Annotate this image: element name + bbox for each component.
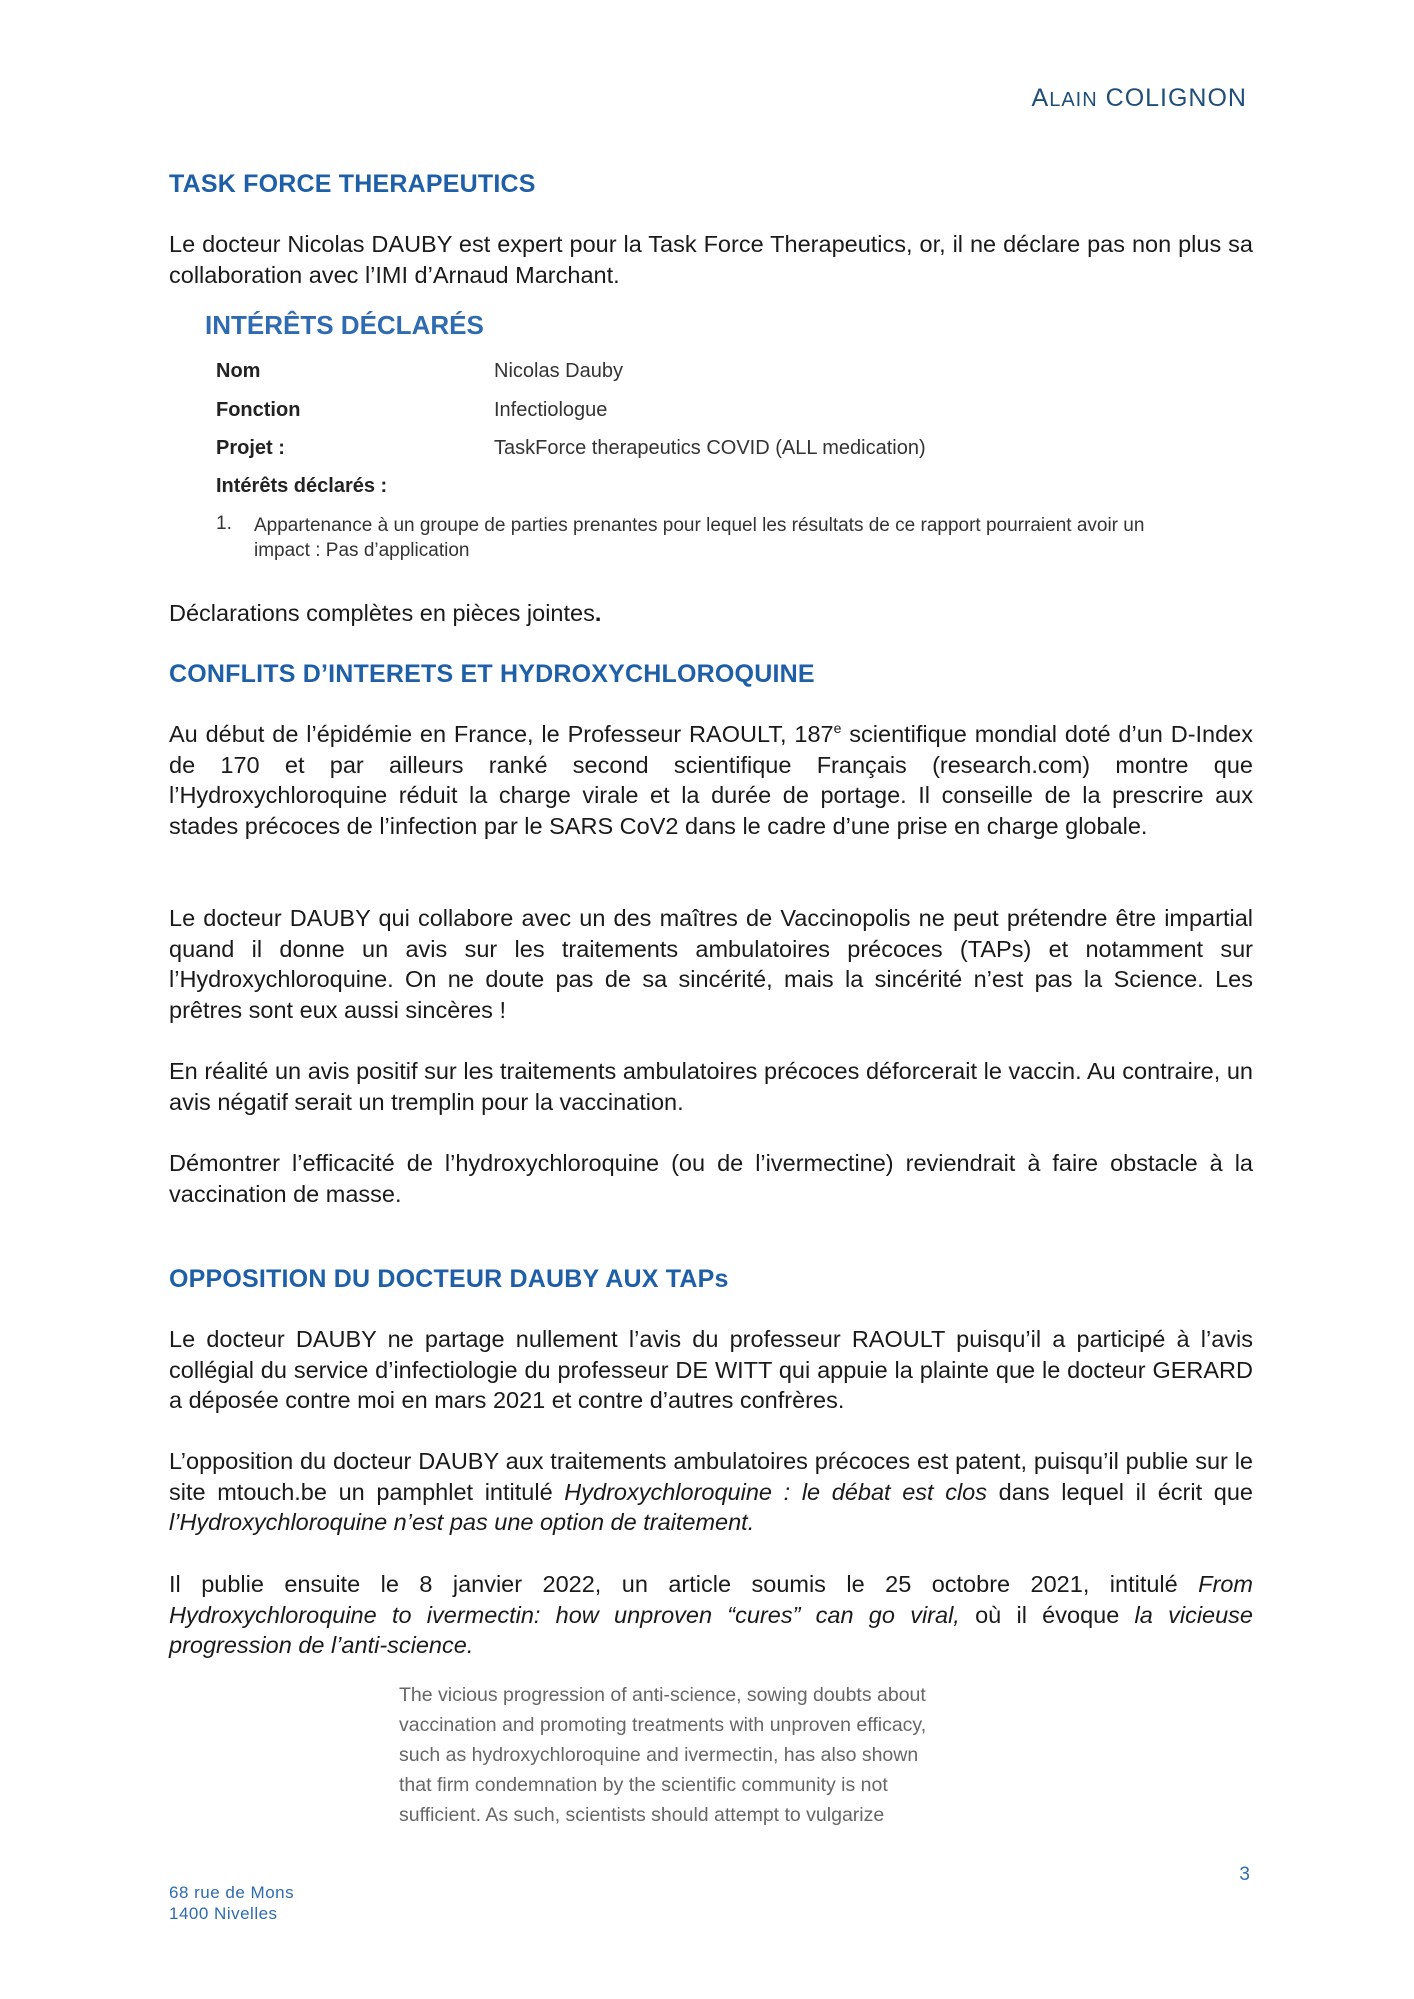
opposition-3-italic-2: la vicieuse progression de l’anti-science.	[169, 1601, 1253, 1658]
declarations-text: Déclarations complètes en pièces jointes	[169, 600, 595, 626]
author-first-rest: LAIN	[1049, 89, 1098, 111]
section-heading-task-force: TASK FORCE THERAPEUTICS	[169, 170, 536, 198]
section-heading-opposition: OPPOSITION DU DOCTEUR DAUBY AUX TAPs	[169, 1265, 729, 1293]
decl-value-function: Infectiologue	[494, 399, 608, 421]
paragraph-dauby-vaccinopolis: Le docteur DAUBY qui collabore avec un des maîtres de Vaccinopolis ne peut prétendre être impartial quand il donne un avis sur les traitements ambulatoires précoces (TAPs) et notamment sur l’Hydroxychloroquine. On ne doute pas de sa sincérité, mais la sincérité n’est pas la Science. Les prêtres sont eux aussi sincères !	[169, 905, 1253, 1023]
paragraph-task-force: Le docteur Nicolas DAUBY est expert pour la Task Force Therapeutics, or, il ne déclare pas non plus sa collaboration avec l’IMI d’Arnaud Marchant.	[169, 231, 1253, 288]
opposition-2-italic-2: l’Hydroxychloroquine n’est pas une option de traitement.	[169, 1509, 755, 1535]
decl-interests-label: Intérêts déclarés :	[216, 475, 388, 497]
opposition-2-text-a: L’opposition du docteur DAUBY aux traitements ambulatoires précoces est patent, puisqu’il publie sur le site mtouch.be un pamphlet intitulé	[169, 1448, 1253, 1505]
declared-interests-figure	[205, 304, 1205, 574]
quote-excerpt	[399, 1680, 999, 1830]
opposition-3-text-b: où il évoque	[959, 1601, 1135, 1628]
paragraph-opposition-2	[169, 1446, 1253, 1538]
declarations-period: .	[594, 600, 602, 626]
decl-value-name: Nicolas Dauby	[494, 360, 623, 382]
paragraph-hydroxychloroquine: Démontrer l’efficacité de l’hydroxychloroquine (ou de l’ivermectine) reviendrait à faire obstacle à la vaccination de masse.	[169, 1150, 1253, 1207]
page-number: 3	[1239, 1864, 1250, 1885]
raoult-text-a: Au début de l’épidémie en France, le Professeur RAOULT, 187	[169, 721, 834, 747]
superscript-e: e	[833, 720, 842, 737]
author-initial: A	[1031, 84, 1050, 112]
opposition-2-text-b: dans lequel il écrit que	[987, 1478, 1253, 1505]
quote-line: sufficient. As such, scientists should attempt to vulgarize	[399, 1804, 885, 1826]
decl-key-project: Projet :	[216, 437, 285, 459]
opposition-2-italic-1: Hydroxychloroquine : le débat est clos	[564, 1478, 988, 1505]
paragraph-declarations	[169, 598, 1253, 629]
paragraph-avis-positif: En réalité un avis positif sur les traitements ambulatoires précoces déforcerait le vaccin. Au contraire, un avis négatif serait un tremplin pour la vaccination.	[169, 1058, 1253, 1115]
quote-line: vaccination and promoting treatments with unproven efficacy,	[399, 1714, 927, 1736]
decl-value-project: TaskForce therapeutics COVID (ALL medication)	[494, 437, 926, 459]
raoult-text-b: scientifique mondial doté d’un D-Index de 170 et par ailleurs ranké second scientifique Français (research.com) montre que l’Hydroxychloroquine réduit la charge virale et la durée de portage. Il conseille de la prescrire aux stades précoces de l’infection par le SARS CoV2 dans le cadre d’une prise en charge globale.	[169, 721, 1254, 839]
decl-item-text: Appartenance à un groupe de parties prenantes pour lequel les résultats de ce rapport pourraient avoir un impact : Pas d’application	[254, 515, 1145, 561]
decl-key-name: Nom	[216, 360, 261, 382]
paragraph-opposition-1: Le docteur DAUBY ne partage nullement l’avis du professeur RAOULT puisqu’il a participé à l’avis collégial du service d’infectiologie du professeur DE WITT qui appuie la plainte que le docteur GERARD a déposée contre moi en mars 2021 et contre d’autres confrères.	[169, 1326, 1253, 1413]
paragraph-opposition-3	[169, 1569, 1253, 1661]
author-last: COLIGNON	[1105, 84, 1247, 112]
address-line-2: 1400 Nivelles	[169, 1904, 278, 1923]
quote-line: such as hydroxychloroquine and ivermectin, has also shown	[399, 1744, 919, 1766]
section-heading-conflicts: CONFLITS D’INTERETS ET HYDROXYCHLOROQUINE	[169, 660, 815, 688]
author-name	[1032, 84, 1247, 113]
declared-interests-title: INTÉRÊTS DÉCLARÉS	[205, 310, 484, 340]
opposition-3-text-a: Il publie ensuite le 8 janvier 2022, un article soumis le 25 octobre 2021, intitulé	[169, 1571, 1199, 1597]
address-line-1: 68 rue de Mons	[169, 1883, 295, 1902]
quote-line: that firm condemnation by the scientific community is not	[399, 1774, 888, 1796]
decl-key-function: Fonction	[216, 399, 301, 421]
opposition-3-italic-1: From Hydroxychloroquine to ivermectin: how unproven “cures” can go viral,	[169, 1571, 1253, 1628]
decl-item-number: 1.	[216, 513, 232, 534]
quote-line: The vicious progression of anti-science, sowing doubts about	[399, 1684, 926, 1706]
paragraph-raoult	[169, 719, 1253, 841]
